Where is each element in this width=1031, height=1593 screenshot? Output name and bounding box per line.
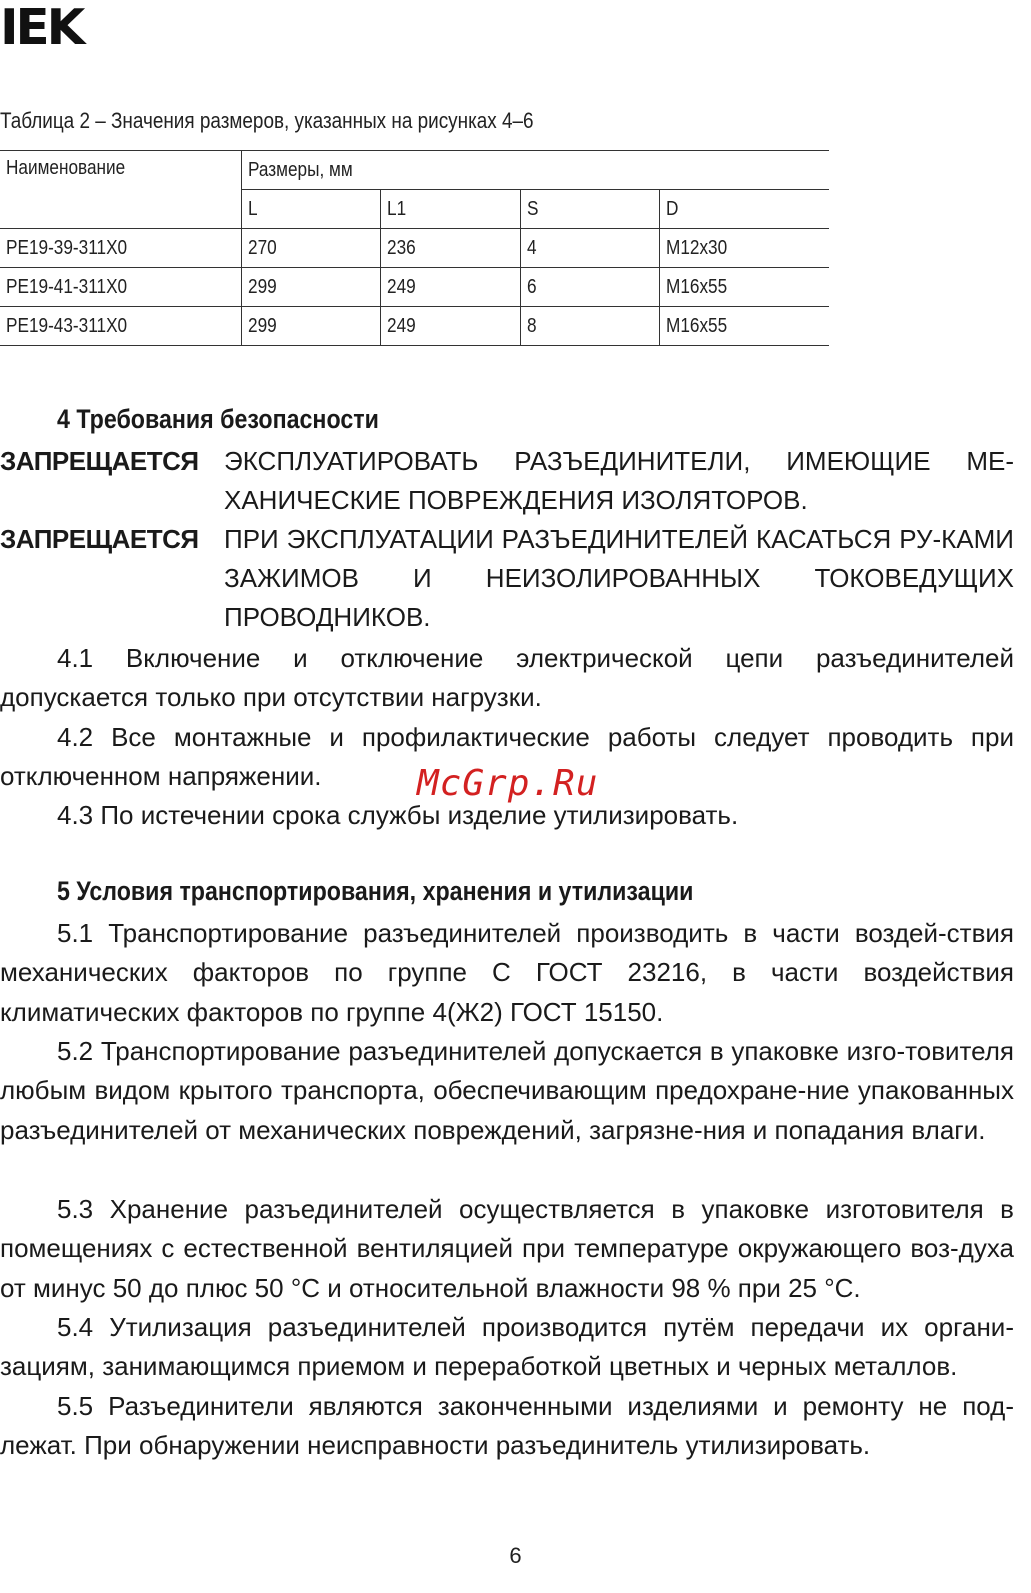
paragraph-5-1: 5.1 Транспортирование разъединителей производить в части воздей-ствия механических факторов по группе С ГОСТ 23216, в части воздействия климатических факторов по группе 4(Ж2) ГОСТ 15150.: [0, 918, 1014, 1027]
header-name-cell: Наименование: [0, 151, 241, 229]
iek-logo: IEK: [0, 0, 83, 56]
col-header-l: L: [241, 190, 380, 229]
warning-keyword: ЗАПРЕЩАЕТСЯ: [0, 524, 199, 554]
table-cell: РЕ19-39-311Х0: [0, 229, 241, 268]
table-cell: 249: [380, 268, 520, 307]
watermark: McGrp.Ru: [417, 763, 599, 804]
table-row: [0, 229, 829, 268]
paragraph-4-1: 4.1 Включение и отключение электрической цепи разъединителей допускается только при отсутствии нагрузки.: [0, 643, 1014, 713]
paragraph-5-5: 5.5 Разъединители являются законченными изделиями и ремонту не под-лежат. При обнаружении неисправности разъединитель утилизировать.: [0, 1391, 1014, 1461]
table-cell: РЕ19-43-311Х0: [0, 307, 241, 346]
paragraph-5-2: 5.2 Транспортирование разъединителей допускается в упаковке изго-товителя любым видом крытого транспорта, обеспечивающим предохране-ние упакованных разъединителей от механических повреждений, загрязне-ния и попадания влаги.: [0, 1036, 1014, 1145]
table-caption: Таблица 2 – Значения размеров, указанных на рисунках 4–6: [0, 108, 534, 133]
section-4-heading: 4 Требования безопасности: [57, 404, 379, 434]
warning-1: [0, 442, 1031, 515]
table-cell: РЕ19-41-311Х0: [0, 268, 241, 307]
table-cell: 249: [380, 307, 520, 346]
table-cell: 270: [241, 229, 380, 268]
table-cell: 6: [520, 268, 659, 307]
table-cell: М16х55: [659, 268, 829, 307]
paragraph-5-4: 5.4 Утилизация разъединителей производится путём передачи их органи-зациям, занимающимся приемом и переработкой цветных и черных металлов.: [0, 1312, 1014, 1382]
section-5-heading: 5 Условия транспортирования, хранения и утилизации: [57, 876, 694, 906]
col-header-l1: L1: [380, 190, 520, 229]
table-cell: 299: [241, 268, 380, 307]
paragraph-4-2: 4.2 Все монтажные и профилактические работы следует проводить при отключенном напряжении.: [0, 722, 1014, 792]
table-row: [0, 268, 829, 307]
warning-text: ЭКСПЛУАТИРОВАТЬ РАЗЪЕДИНИТЕЛИ, ИМЕЮЩИЕ МЕ-ХАНИЧЕСКИЕ ПОВРЕЖДЕНИЯ ИЗОЛЯТОРОВ.: [224, 446, 1014, 515]
table-cell: 4: [520, 229, 659, 268]
col-header-s: S: [520, 190, 659, 229]
header-sizes-cell: Размеры, мм: [241, 151, 829, 190]
table-cell: М12х30: [659, 229, 829, 268]
table-cell: 8: [520, 307, 659, 346]
table-cell: 299: [241, 307, 380, 346]
warning-keyword: ЗАПРЕЩАЕТСЯ: [0, 446, 199, 476]
col-header-d: D: [659, 190, 829, 229]
table-cell: 236: [380, 229, 520, 268]
paragraph-4-3: 4.3 По истечении срока службы изделие утилизировать.: [57, 800, 739, 830]
table-row: [0, 307, 829, 346]
table-header-row: [0, 151, 829, 190]
paragraph-5-3: 5.3 Хранение разъединителей осуществляется в упаковке изготовителя в помещениях с естественной вентиляцией при температуре окружающего воз-духа от минус 50 до плюс 50 °С и относительной влажности 98 % при 25 °С.: [0, 1194, 1014, 1303]
warning-text: ПРИ ЭКСПЛУАТАЦИИ РАЗЪЕДИНИТЕЛЕЙ КАСАТЬСЯ РУ-КАМИ ЗАЖИМОВ И НЕИЗОЛИРОВАННЫХ ТОКОВЕДУЩИХ ПРОВОДНИКОВ.: [224, 524, 1014, 632]
page-number: 6: [509, 1543, 522, 1568]
warning-2: [0, 520, 1031, 632]
dimensions-table: [0, 150, 829, 346]
table-cell: М16х55: [659, 307, 829, 346]
